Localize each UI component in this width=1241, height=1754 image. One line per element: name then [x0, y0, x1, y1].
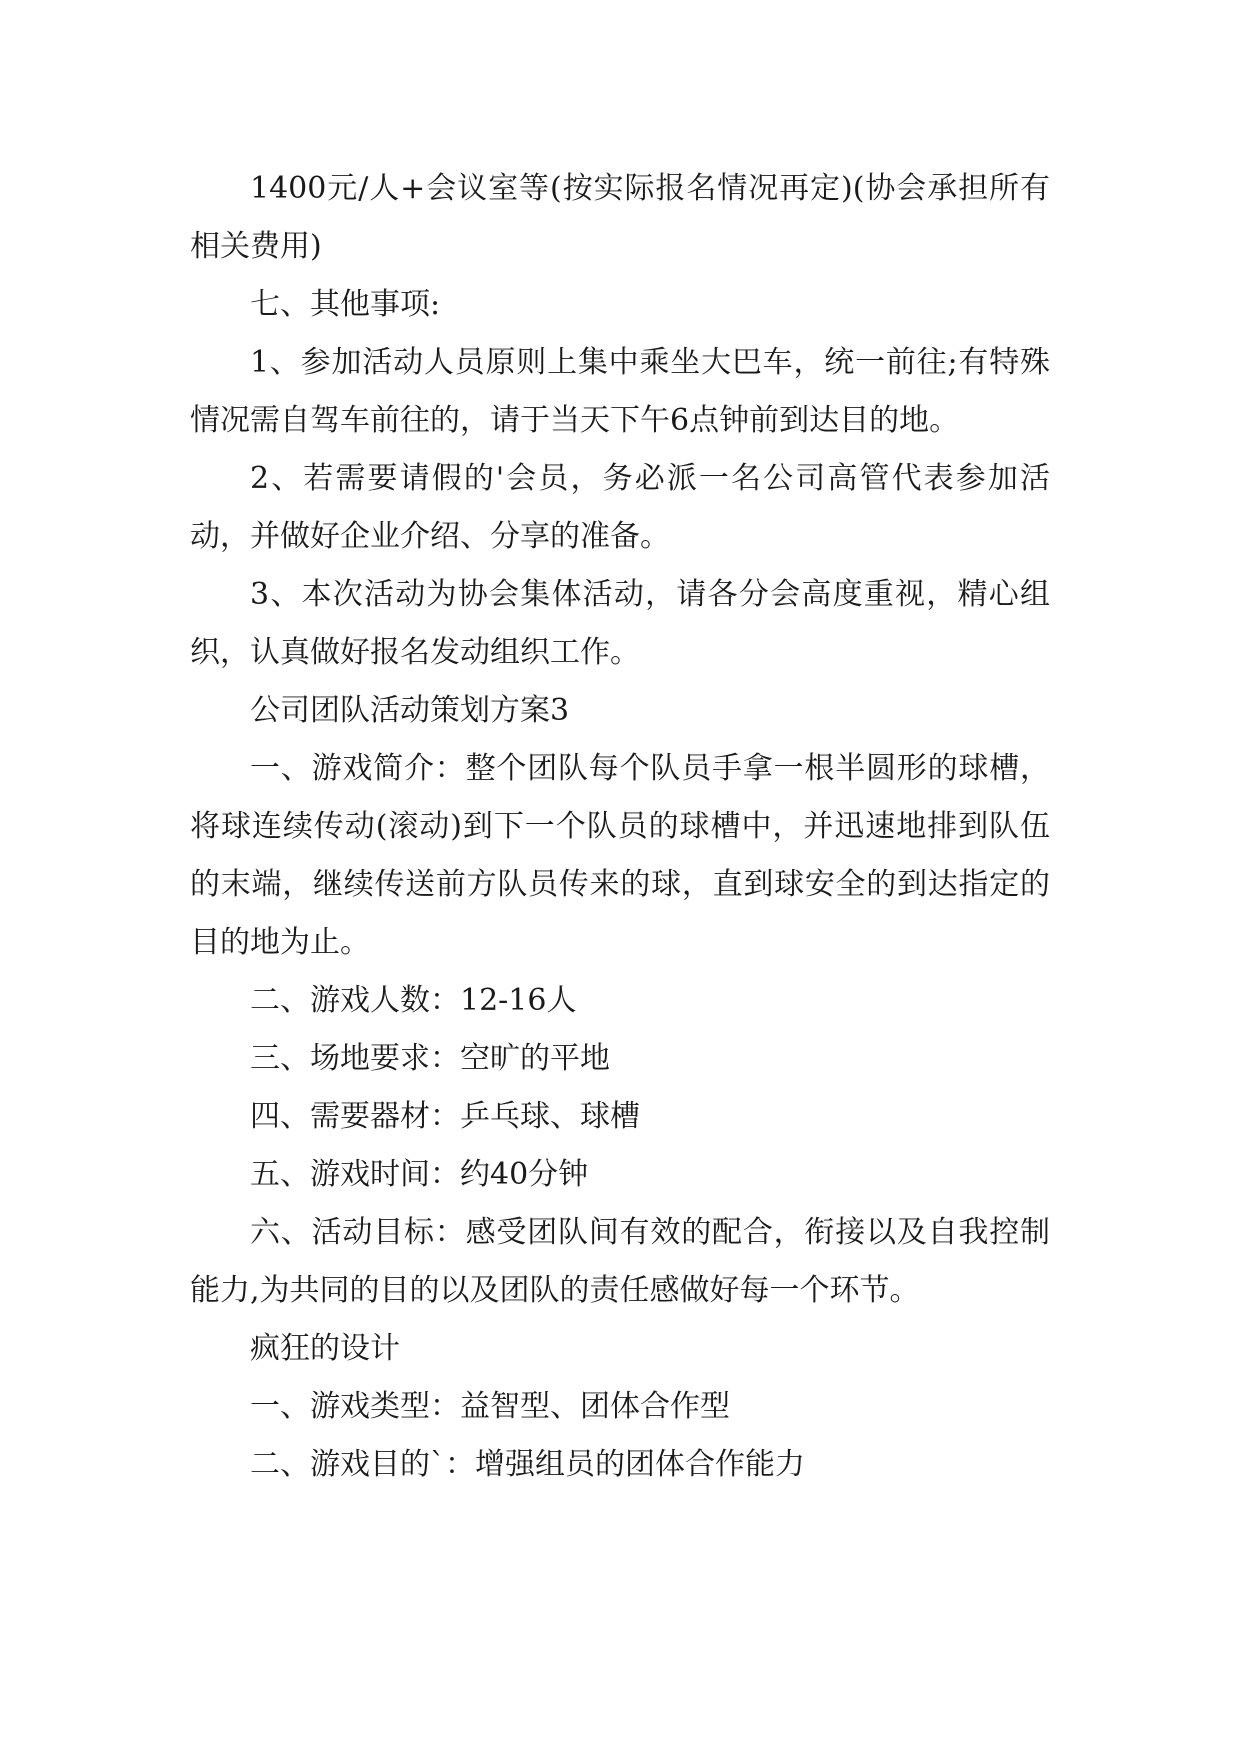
document-body	[190, 160, 1050, 1494]
paragraph-activity-goal: 六、活动目标：感受团队间有效的配合，衔接以及自我控制能力,为共同的目的以及团队的责任感做好每一个环节。	[190, 1215, 1050, 1308]
paragraph-equipment: 四、需要器材：乒乓球、球槽	[250, 1099, 640, 1134]
paragraph-other-matters-heading: 七、其他事项:	[250, 287, 441, 322]
paragraph-item-1: 1、参加活动人员原则上集中乘坐大巴车，统一前往;有特殊情况需自驾车前往的，请于当天下午6点钟前到达目的地。	[190, 345, 1050, 438]
paragraph-game-intro: 一、游戏简介：整个团队每个队员手拿一根半圆形的球槽，将球连续传动(滚动)到下一个队员的球槽中，并迅速地排到队伍的末端，继续传送前方队员传来的球，直到球安全的到达指定的目的地为止。	[190, 751, 1050, 960]
paragraph-item-3: 3、本次活动为协会集体活动，请各分会高度重视，精心组织，认真做好报名发动组织工作。	[190, 577, 1050, 670]
paragraph-game-time: 五、游戏时间：约40分钟	[250, 1157, 589, 1192]
paragraph-game-type: 一、游戏类型：益智型、团体合作型	[250, 1389, 730, 1424]
paragraph-fee: 1400元/人+会议室等(按实际报名情况再定)(协会承担所有相关费用)	[190, 171, 1050, 264]
paragraph-game-players: 二、游戏人数：12-16人	[250, 983, 577, 1018]
paragraph-item-2: 2、若需要请假的'会员，务必派一名公司高管代表参加活动，并做好企业介绍、分享的准备。	[190, 461, 1050, 554]
subsection-title: 疯狂的设计	[250, 1331, 400, 1366]
section-title: 公司团队活动策划方案3	[250, 693, 570, 728]
paragraph-game-purpose: 二、游戏目的`：增强组员的团体合作能力	[250, 1447, 805, 1482]
paragraph-venue: 三、场地要求：空旷的平地	[250, 1041, 610, 1076]
